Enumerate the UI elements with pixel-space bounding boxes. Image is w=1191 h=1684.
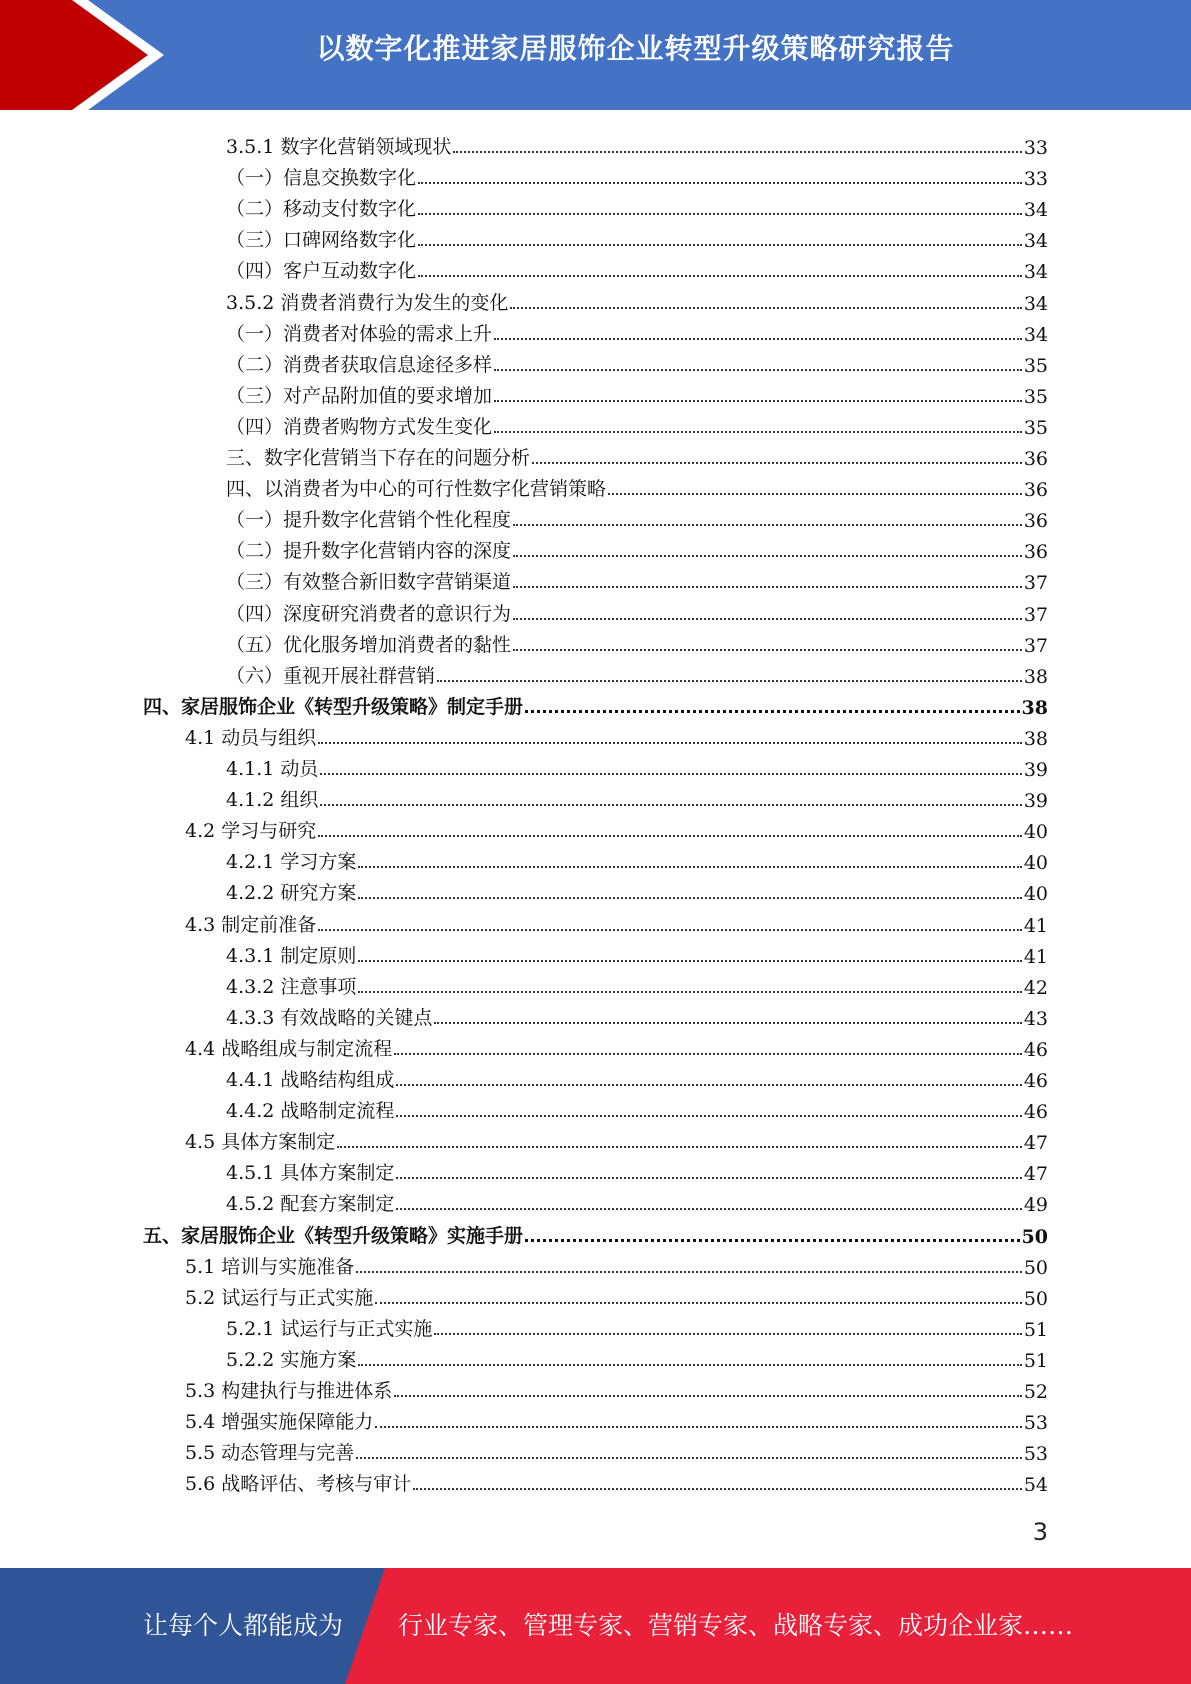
- toc-entry[interactable]: [226, 1092, 1048, 1123]
- toc-entry-title: 4.3.3 有效战略的关键点: [226, 1006, 433, 1029]
- toc-entry-title: 4.4.2 战略制定流程: [226, 1100, 395, 1123]
- toc-entry-title: 4.1 动员与组织: [185, 726, 317, 749]
- toc-dot-leader: [356, 1271, 1022, 1273]
- toc-entry-page: 42: [1023, 976, 1048, 999]
- toc-entry-page: 50: [1021, 1225, 1048, 1248]
- toc-entry-title: 4.5.1 具体方案制定: [226, 1162, 395, 1185]
- toc-entry-page: 50: [1023, 1287, 1048, 1310]
- toc-entry-page: 35: [1023, 416, 1048, 439]
- toc-entry-title: （三）对产品附加值的要求增加: [226, 384, 493, 407]
- toc-entry[interactable]: [143, 688, 1048, 719]
- toc-dot-leader: [396, 1115, 1021, 1117]
- toc-entry-page: 35: [1023, 354, 1048, 377]
- toc-entry-title: 四、家居服饰企业《转型升级策略》制定手册: [143, 695, 524, 718]
- toc-entry-page: 39: [1023, 759, 1048, 781]
- toc-entry-title: 三、数字化营销当下存在的问题分析: [226, 447, 531, 469]
- toc-entry-title: （一）消费者对体验的需求上升: [226, 322, 493, 345]
- toc-dot-leader: [453, 151, 1021, 153]
- toc-entry[interactable]: [226, 781, 1048, 812]
- toc-dot-leader: [396, 1084, 1021, 1086]
- toc-entry[interactable]: [226, 626, 1048, 657]
- toc-entry-page: 46: [1023, 1070, 1048, 1092]
- toc-dot-leader: [318, 835, 1022, 837]
- toc-dot-leader: [510, 307, 1021, 309]
- toc-dot-leader: [337, 1146, 1022, 1148]
- page-header: [0, 0, 1191, 110]
- toc-dot-leader: [320, 773, 1021, 775]
- toc-dot-leader: [396, 1177, 1021, 1179]
- toc-dot-leader: [358, 991, 1021, 993]
- toc-dot-leader: [358, 960, 1021, 962]
- toc-entry-title: 4.1.1 动员: [226, 758, 319, 780]
- toc-entry-title: 5.2 试运行与正式实施: [185, 1286, 374, 1309]
- toc-dot-leader: [525, 710, 1020, 713]
- toc-entry[interactable]: [226, 159, 1048, 190]
- toc-entry-page: 34: [1023, 230, 1048, 253]
- toc-entry-title: （三）口碑网络数字化: [226, 229, 417, 252]
- toc-dot-leader: [525, 1239, 1020, 1242]
- toc-entry[interactable]: [226, 1061, 1048, 1092]
- toc-entry-page: 37: [1023, 572, 1048, 595]
- toc-dot-leader: [394, 1053, 1022, 1055]
- toc-entry-title: （二）提升数字化营销内容的深度: [226, 540, 512, 563]
- toc-entry[interactable]: [226, 937, 1048, 968]
- toc-entry-page: 34: [1023, 323, 1048, 346]
- toc-entry-title: 5.5 动态管理与完善: [185, 1442, 355, 1465]
- toc-entry-title: 4.4.1 战略结构组成: [226, 1069, 395, 1091]
- toc-entry-page: 38: [1023, 665, 1048, 688]
- toc-entry-page: 37: [1023, 603, 1048, 626]
- toc-entry[interactable]: [226, 999, 1048, 1030]
- toc-entry-title: 4.2 学习与研究: [185, 820, 317, 843]
- toc-entry-page: 41: [1023, 914, 1048, 937]
- toc-dot-leader: [396, 1208, 1021, 1210]
- toc-entry-page: 40: [1023, 852, 1048, 875]
- toc-entry[interactable]: [226, 874, 1048, 905]
- toc-entry[interactable]: [226, 190, 1048, 221]
- toc-entry-page: 33: [1023, 137, 1048, 159]
- toc-dot-leader: [434, 1022, 1021, 1024]
- toc-entry-title: 3.5.1 数字化营销领域现状: [226, 136, 452, 158]
- toc-entry[interactable]: [185, 812, 1048, 843]
- toc-entry-title: （四）深度研究消费者的意识行为: [226, 602, 512, 625]
- toc-entry[interactable]: [143, 1217, 1048, 1248]
- toc-entry[interactable]: [185, 1248, 1048, 1279]
- toc-entry-title: 5.2.1 试运行与正式实施: [226, 1317, 433, 1340]
- toc-dot-leader: [356, 1457, 1022, 1459]
- toc-entry-title: （六）重视开展社群营销: [226, 664, 436, 687]
- toc-entry[interactable]: [226, 377, 1048, 408]
- toc-entry-page: 34: [1023, 292, 1048, 315]
- toc-entry[interactable]: [185, 1030, 1048, 1061]
- toc-entry[interactable]: [226, 252, 1048, 283]
- toc-entry-page: 39: [1023, 790, 1048, 813]
- toc-entry[interactable]: [226, 843, 1048, 874]
- toc-dot-leader: [318, 929, 1022, 931]
- toc-entry-page: 37: [1023, 634, 1048, 657]
- toc-entry-page: 36: [1023, 541, 1048, 564]
- toc-dot-leader: [494, 400, 1022, 402]
- toc-entry-title: 5.3 构建执行与推进体系: [185, 1380, 393, 1402]
- toc-entry-page: 46: [1023, 1038, 1048, 1061]
- report-title: 以数字化推进家居服饰企业转型升级策略研究报告: [316, 32, 955, 65]
- toc-entry-page: 40: [1023, 883, 1048, 906]
- toc-entry[interactable]: [185, 906, 1048, 937]
- toc-entry-page: 36: [1023, 448, 1048, 470]
- toc-entry[interactable]: [226, 221, 1048, 252]
- toc-entry-title: （四）消费者购物方式发生变化: [226, 415, 493, 438]
- toc-entry-page: 51: [1023, 1349, 1048, 1372]
- toc-entry-page: 49: [1023, 1194, 1048, 1217]
- toc-entry-title: 五、家居服饰企业《转型升级策略》实施手册: [143, 1224, 524, 1247]
- toc-entry-title: 3.5.2 消费者消费行为发生的变化: [226, 291, 509, 314]
- toc-dot-leader: [418, 244, 1022, 246]
- toc-entry-title: 5.4 增强实施保障能力: [185, 1411, 374, 1434]
- toc-entry[interactable]: [185, 1434, 1048, 1465]
- toc-entry[interactable]: [185, 1279, 1048, 1310]
- toc-entry-title: 4.1.2 组织: [226, 789, 319, 812]
- toc-entry-title: 5.1 培训与实施准备: [185, 1255, 355, 1278]
- toc-entry[interactable]: [226, 595, 1048, 626]
- toc-entry-page: 43: [1023, 1007, 1048, 1030]
- toc-entry[interactable]: [226, 128, 1048, 159]
- toc-entry[interactable]: [185, 719, 1048, 750]
- toc-entry-page: 53: [1023, 1443, 1048, 1466]
- header-arrow-decoration: [0, 0, 200, 110]
- toc-entry-page: 52: [1023, 1381, 1048, 1403]
- toc-entry-title: 4.3.1 制定原则: [226, 944, 357, 967]
- toc-entry-page: 46: [1023, 1101, 1048, 1124]
- toc-entry[interactable]: [226, 470, 1048, 501]
- toc-entry-title: 4.2.1 学习方案: [226, 851, 357, 874]
- toc-entry[interactable]: [226, 1341, 1048, 1372]
- toc-dot-leader: [358, 866, 1021, 868]
- toc-entry-page: 38: [1023, 727, 1048, 750]
- toc-dot-leader: [437, 680, 1022, 682]
- toc-entry-title: （三）有效整合新旧数字营销渠道: [226, 571, 512, 594]
- toc-entry[interactable]: [226, 1310, 1048, 1341]
- toc-dot-leader: [413, 1488, 1022, 1490]
- page-number: 3: [1032, 1518, 1048, 1546]
- toc-entry-title: 4.5 具体方案制定: [185, 1131, 336, 1154]
- toc-dot-leader: [394, 1395, 1022, 1397]
- toc-entry-page: 34: [1023, 199, 1048, 222]
- toc-entry-title: 4.3.2 注意事项: [226, 975, 357, 998]
- toc-entry[interactable]: [226, 501, 1048, 532]
- toc-dot-leader: [532, 462, 1022, 464]
- toc-entry-title: 4.5.2 配套方案制定: [226, 1193, 395, 1216]
- toc-dot-leader: [608, 493, 1022, 495]
- toc-entry[interactable]: [226, 284, 1048, 315]
- toc-entry[interactable]: [185, 1465, 1048, 1496]
- toc-entry-page: 36: [1023, 479, 1048, 502]
- toc-entry-page: 33: [1023, 168, 1048, 191]
- toc-entry-page: 53: [1023, 1412, 1048, 1435]
- toc-entry-title: 四、以消费者为中心的可行性数字化营销策略: [226, 478, 607, 501]
- toc-entry-page: 50: [1023, 1256, 1048, 1279]
- toc-entry-page: 54: [1023, 1474, 1048, 1497]
- footer-slogan-right: 行业专家、管理专家、营销专家、战略专家、成功企业家……: [398, 1611, 1074, 1640]
- toc-entry-title: 4.4 战略组成与制定流程: [185, 1037, 393, 1060]
- toc-entry-page: 51: [1023, 1318, 1048, 1341]
- toc-entry[interactable]: [226, 968, 1048, 999]
- toc-entry-title: （五）优化服务增加消费者的黏性: [226, 633, 512, 656]
- toc-dot-leader: [358, 1364, 1021, 1366]
- toc-entry-title: （一）提升数字化营销个性化程度: [226, 509, 512, 532]
- toc-entry-title: （二）移动支付数字化: [226, 198, 417, 221]
- toc-entry[interactable]: [226, 563, 1048, 594]
- toc-dot-leader: [494, 338, 1022, 340]
- toc-entry[interactable]: [226, 750, 1048, 781]
- toc-entry[interactable]: [226, 1154, 1048, 1185]
- toc-dot-leader: [418, 275, 1022, 277]
- toc-entry[interactable]: [226, 315, 1048, 346]
- toc-dot-leader: [513, 555, 1022, 557]
- toc-dot-leader: [318, 742, 1022, 744]
- toc-dot-leader: [358, 897, 1021, 899]
- toc-entry-page: 41: [1023, 945, 1048, 968]
- toc-entry[interactable]: [226, 439, 1048, 470]
- toc-dot-leader: [418, 213, 1022, 215]
- toc-dot-leader: [513, 618, 1022, 620]
- toc-entry[interactable]: [185, 1123, 1048, 1154]
- toc-entry-title: 4.2.2 研究方案: [226, 882, 357, 905]
- toc-entry-page: 38: [1021, 696, 1048, 719]
- toc-entry-title: （二）消费者获取信息途径多样: [226, 353, 493, 376]
- toc-entry-title: （一）信息交换数字化: [226, 167, 417, 190]
- toc-entry-page: 34: [1023, 261, 1048, 284]
- page-footer: [0, 1568, 1191, 1684]
- toc-dot-leader: [320, 804, 1021, 806]
- footer-slogan-left: 让每个人都能成为: [143, 1611, 344, 1640]
- toc-entry[interactable]: [226, 1185, 1048, 1216]
- toc-entry-page: 35: [1023, 385, 1048, 408]
- toc-entry-title: 4.3 制定前准备: [185, 913, 317, 936]
- toc-dot-leader: [418, 182, 1022, 184]
- toc-dot-leader: [513, 649, 1022, 651]
- toc-entry-title: （四）客户互动数字化: [226, 260, 417, 283]
- toc-entry-page: 47: [1023, 1132, 1048, 1155]
- toc-entry-title: 5.6 战略评估、考核与审计: [185, 1473, 412, 1496]
- toc-entry[interactable]: [226, 408, 1048, 439]
- toc-entry-title: 5.2.2 实施方案: [226, 1348, 357, 1371]
- toc-dot-leader: [375, 1302, 1022, 1304]
- toc-entry[interactable]: [226, 657, 1048, 688]
- toc-dot-leader: [375, 1426, 1022, 1428]
- toc-dot-leader: [513, 524, 1022, 526]
- toc-entry[interactable]: [226, 346, 1048, 377]
- toc-entry[interactable]: [226, 532, 1048, 563]
- toc-dot-leader: [494, 431, 1022, 433]
- toc-entry-page: 47: [1023, 1163, 1048, 1186]
- toc-entry[interactable]: [185, 1372, 1048, 1403]
- toc-entry-page: 36: [1023, 510, 1048, 533]
- toc-dot-leader: [513, 586, 1022, 588]
- toc-entry[interactable]: [185, 1403, 1048, 1434]
- toc-dot-leader: [434, 1333, 1021, 1335]
- toc-dot-leader: [494, 369, 1022, 371]
- toc-entry-page: 40: [1023, 821, 1048, 844]
